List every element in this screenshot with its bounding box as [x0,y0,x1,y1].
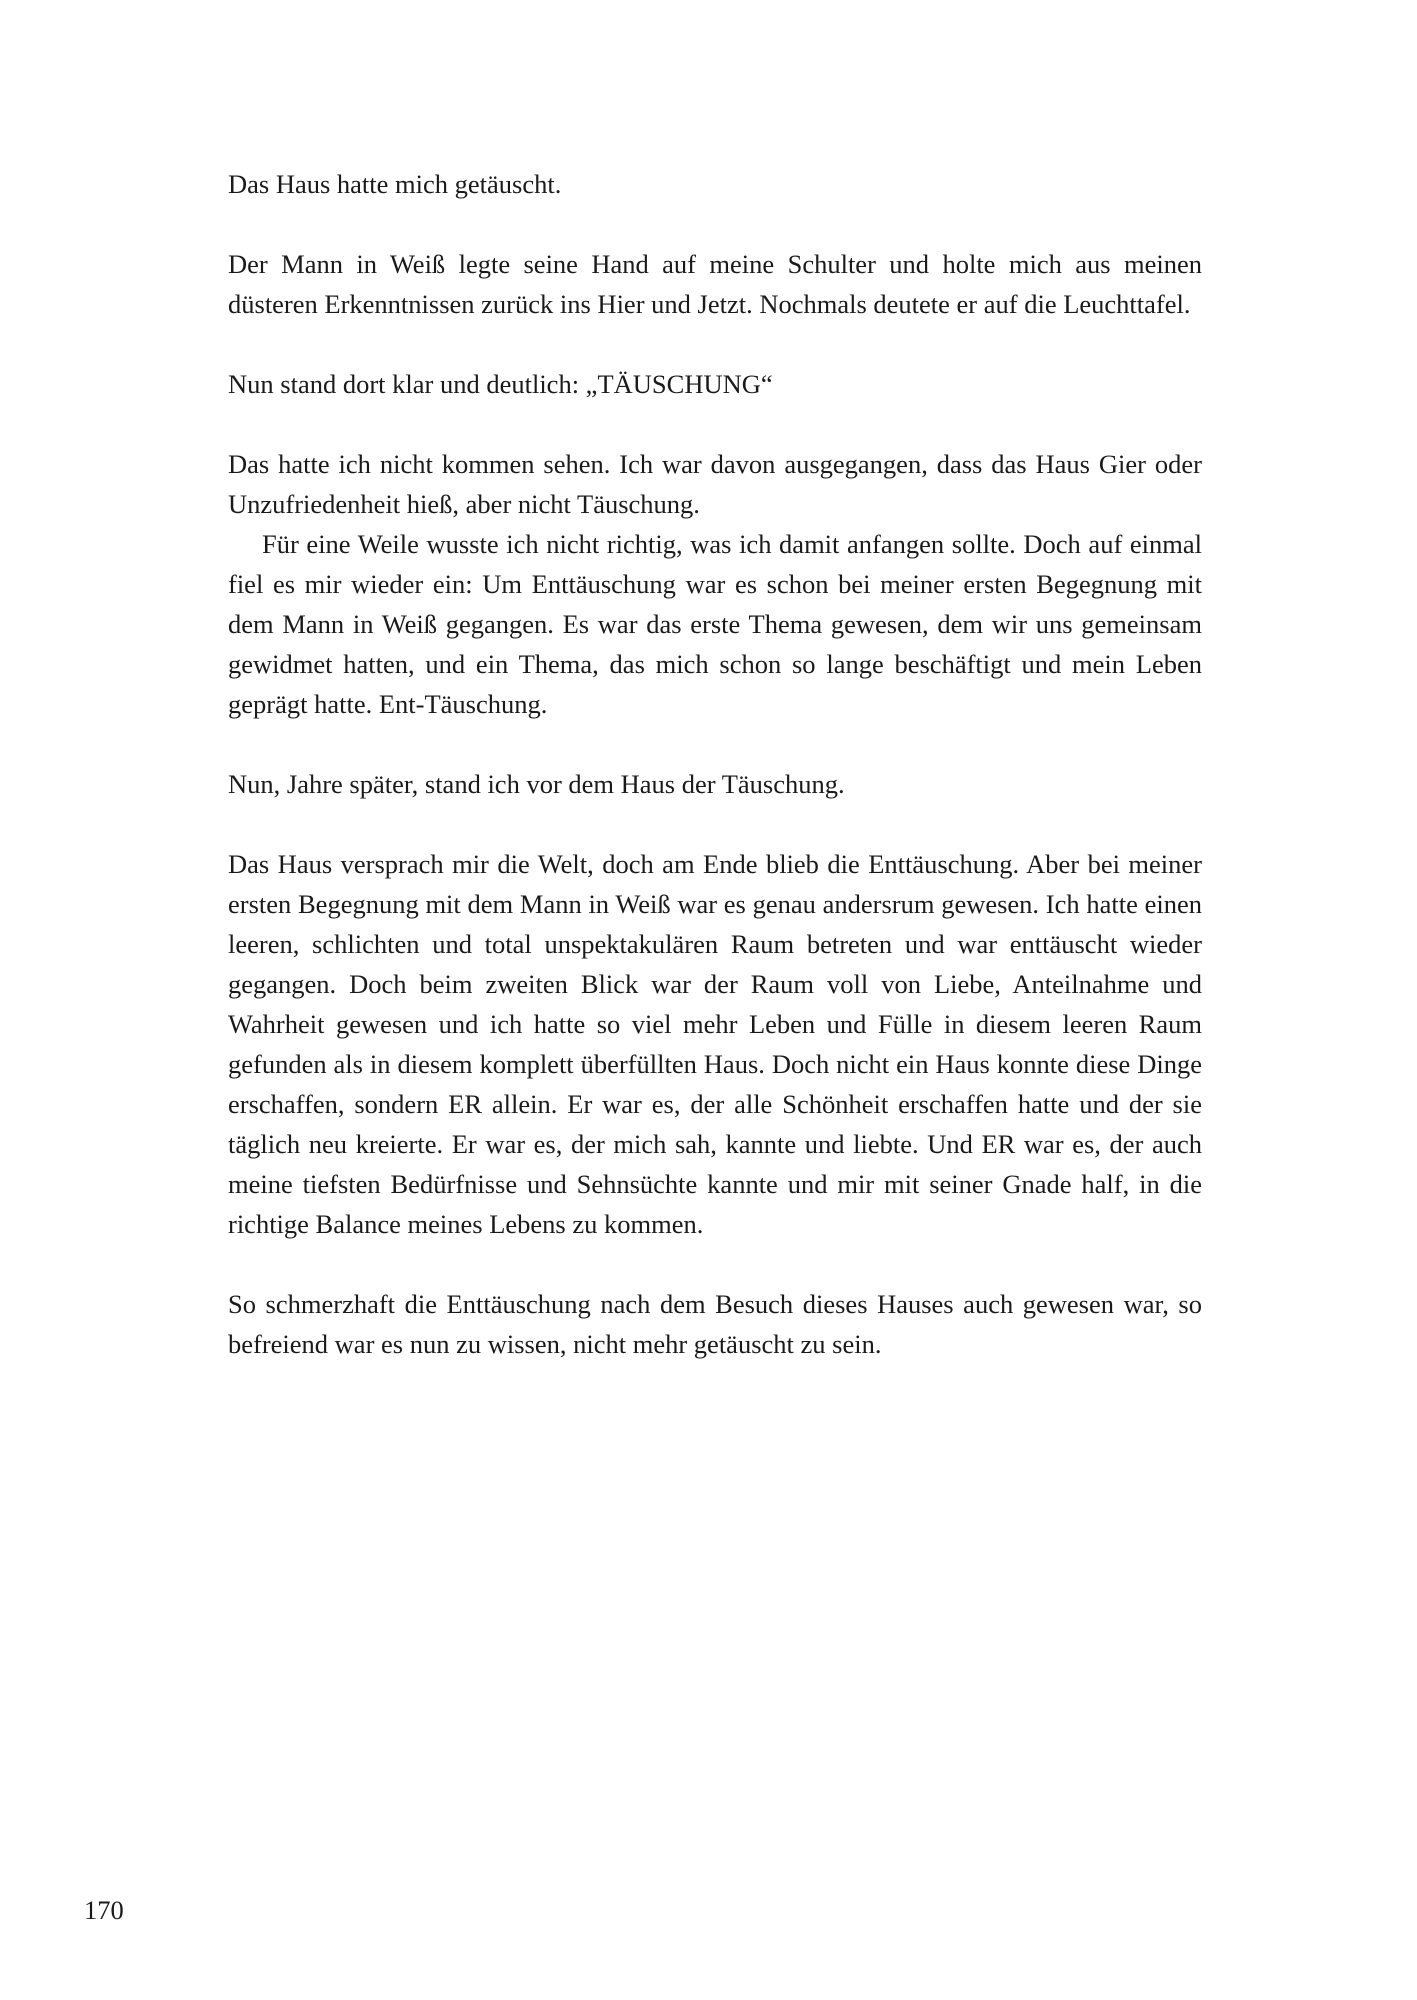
paragraph: Der Mann in Weiß legte seine Hand auf meine Schulter und holte mich aus meinen düsteren Erkenntnissen zurück ins Hier und Jetzt. Nochmals deutete er auf die Leuchttafel. [228,249,1202,319]
paragraph: Nun, Jahre später, stand ich vor dem Haus der Täuschung. [228,769,845,799]
paragraph: Für eine Weile wusste ich nicht richtig, was ich damit anfangen sollte. Doch auf einmal fiel es mir wieder ein: Um Enttäuschung war es schon bei meiner ersten Begegnung mit dem Mann in Weiß gegangen. Es war das erste Thema gewesen, dem wir uns gemeinsam gewidmet hatten, und ein Thema, das mich schon so lange beschäftigt und mein Leben geprägt hatte. Ent-Täuschung. [228,529,1202,719]
paragraph: Das Haus versprach mir die Welt, doch am Ende blieb die Enttäuschung. Aber bei meiner ersten Begegnung mit dem Mann in Weiß war es genau andersrum gewesen. Ich hatte einen leeren, schlichten und total unspektakulären Raum betreten und war enttäuscht wieder gegangen. Doch beim zweiten Blick war der Raum voll von Liebe, Anteilnahme und Wahrheit gewesen und ich hatte so viel mehr Leben und Fülle in diesem leeren Raum gefunden als in diesem komplett überfüllten Haus. Doch nicht ein Haus konnte diese Dinge erschaffen, sondern ER allein. Er war es, der alle Schönheit erschaffen hatte und der sie täglich neu kreierte. Er war es, der mich sah, kannte und liebte. Und ER war es, der auch meine tiefsten Bedürfnisse und Sehnsüchte kannte und mir mit seiner Gnade half, in die richtige Balance meines Lebens zu kommen. [228,849,1202,1239]
paragraph: Das hatte ich nicht kommen sehen. Ich war davon ausgegangen, dass das Haus Gier oder Unzufriedenheit hieß, aber nicht Täuschung. [228,449,1202,519]
page-number: 170 [84,1895,124,1925]
paragraph: So schmerzhaft die Enttäuschung nach dem Besuch dieses Hauses auch gewesen war, so befreiend war es nun zu wissen, nicht mehr getäuscht zu sein. [228,1289,1202,1359]
body-text [228,164,1202,1364]
paragraph: Das Haus hatte mich getäuscht. [228,169,562,199]
paragraph: Nun stand dort klar und deutlich: „TÄUSCHUNG“ [228,369,773,399]
